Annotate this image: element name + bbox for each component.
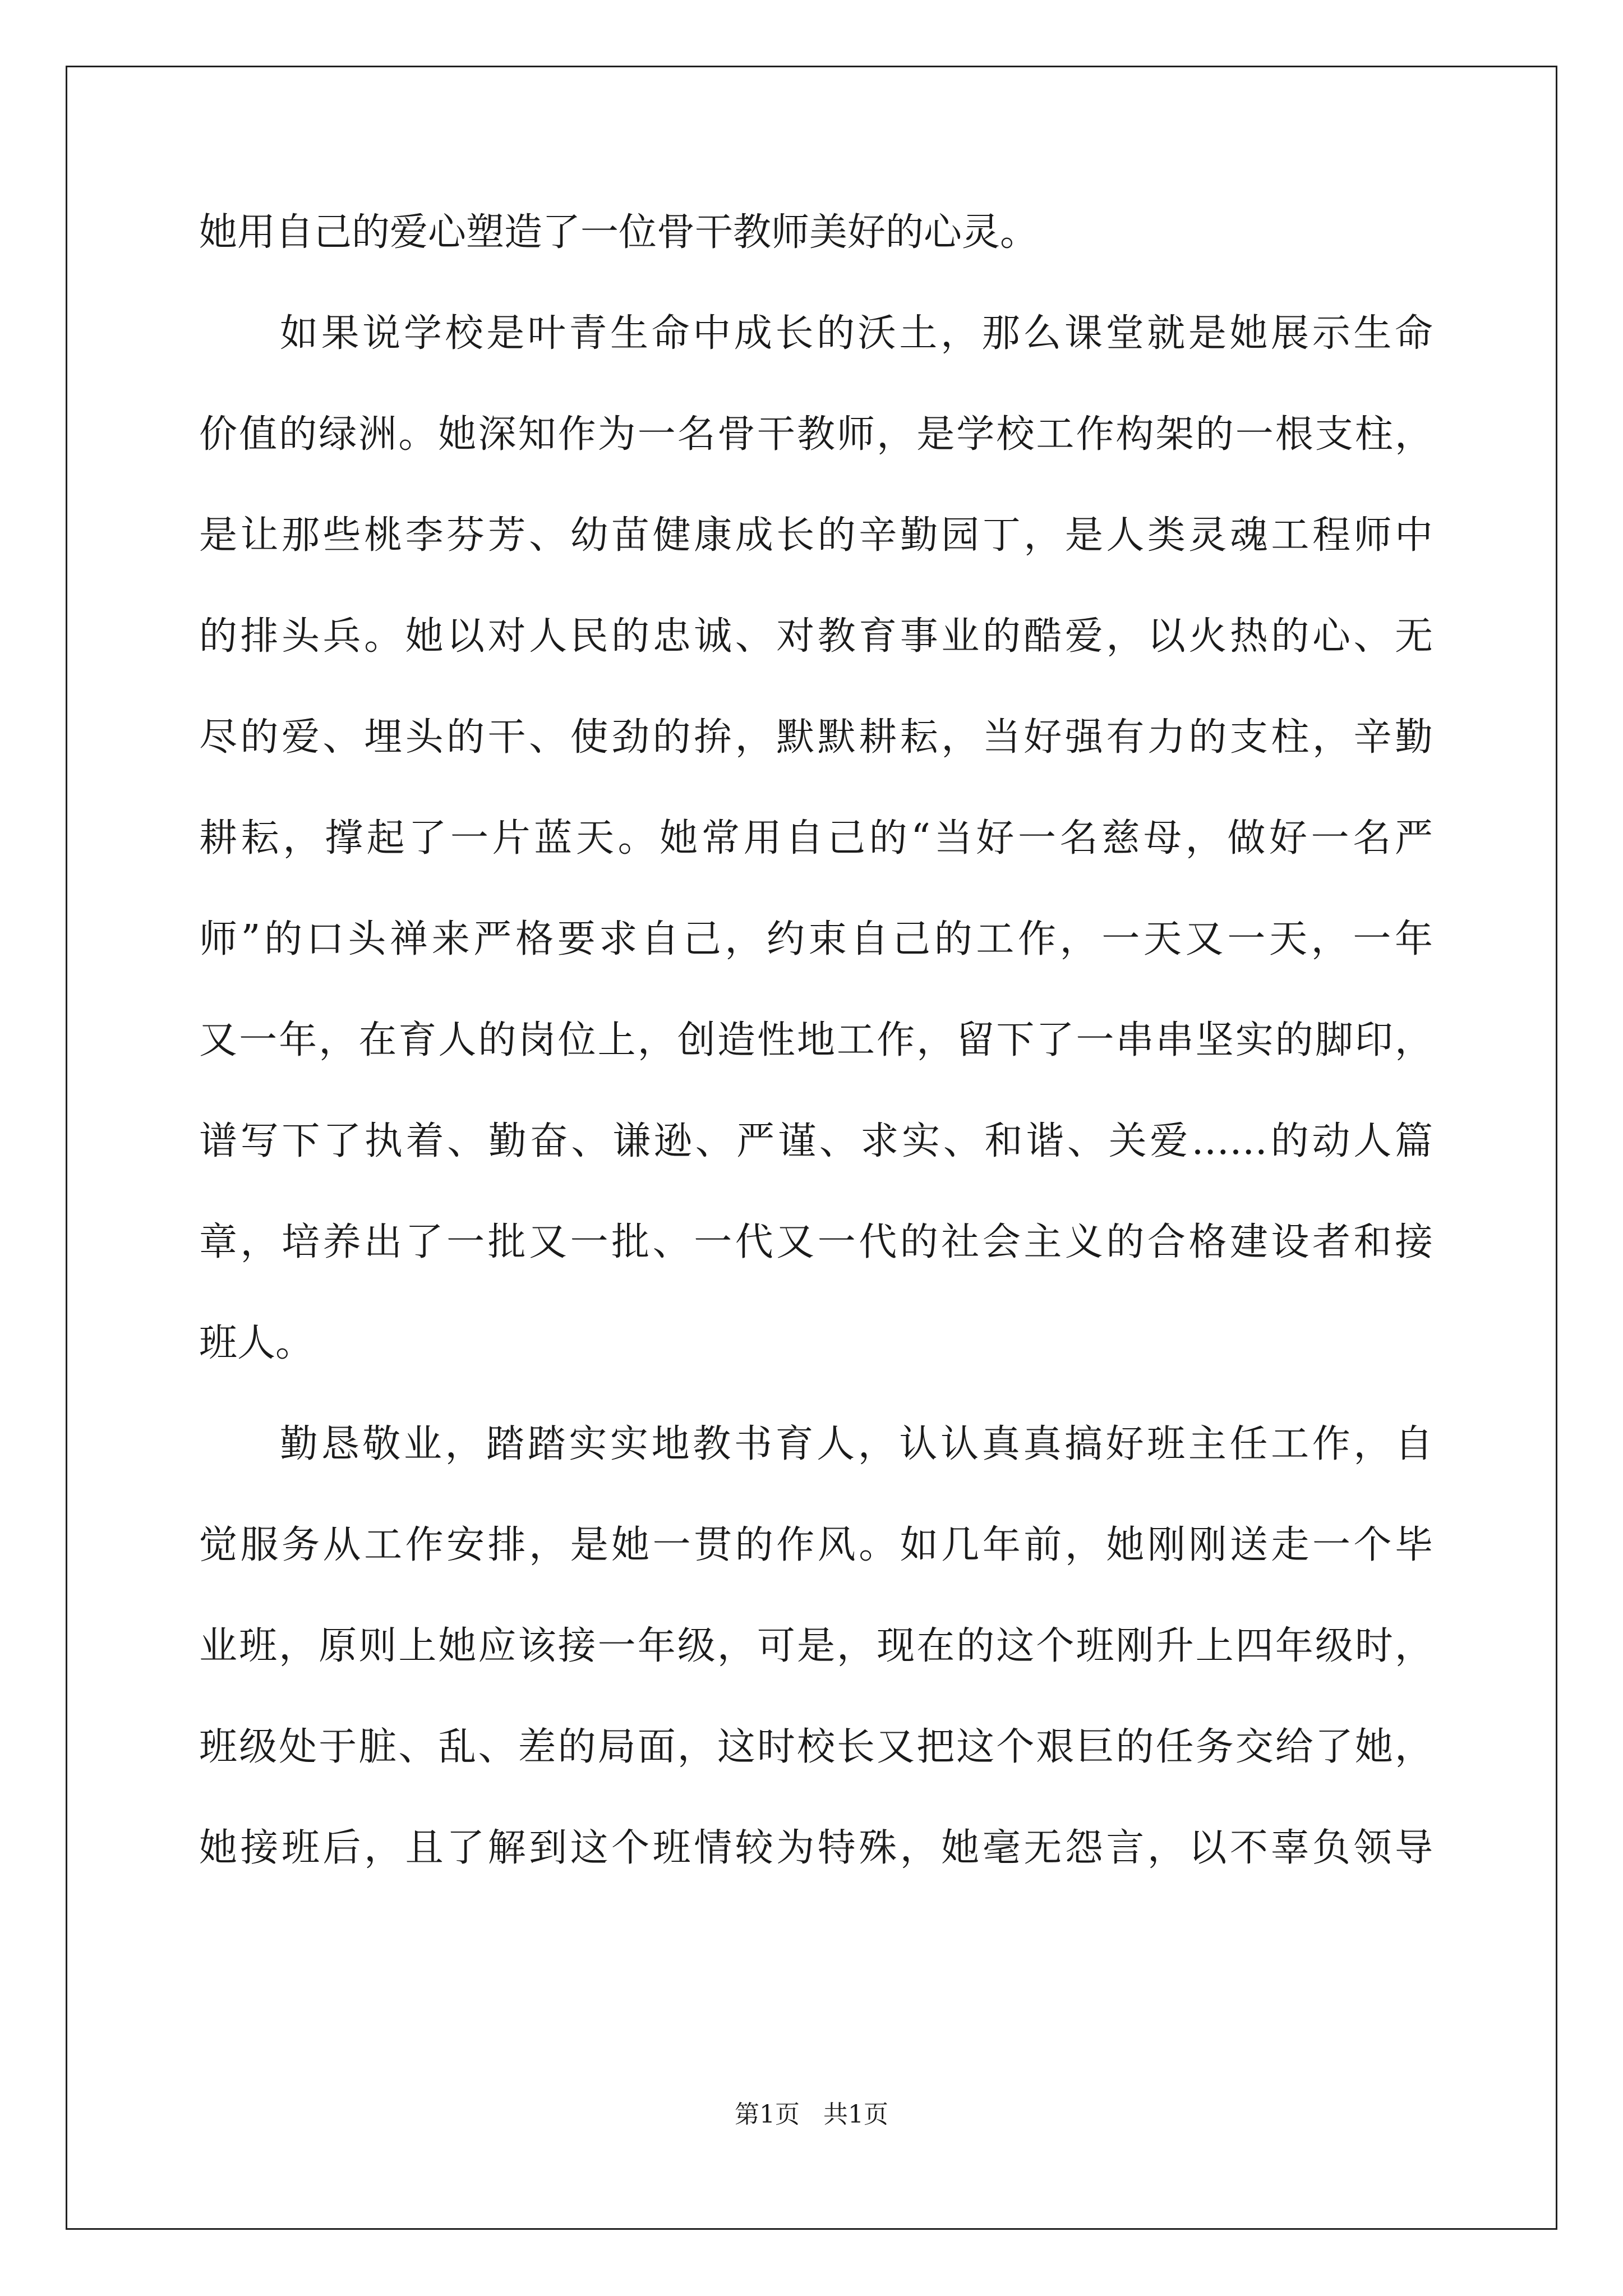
text-line: 又一年，在育人的岗位上，创造性地工作，留下了一串串坚实的脚印，	[199, 1018, 1433, 1062]
text-line: 谱写下了执着、勤奋、谦逊、严谨、求实、和谐、关爱……的动人篇	[199, 1119, 1433, 1163]
text-line: 班人。	[199, 1321, 314, 1365]
text-line: 是让那些桃李芬芳、幼苗健康成长的辛勤园丁，是人类灵魂工程师中	[199, 513, 1433, 558]
text-line: 师”的口头禅来严格要求自己，约束自己的工作，一天又一天，一年	[199, 917, 1433, 961]
paragraph-start-line: 勤恳敬业，踏踏实实地教书育人，认认真真搞好班主任工作，自	[280, 1422, 1433, 1466]
text-line: 她接班后，且了解到这个班情较为特殊，她毫无怨言，以不辜负领导	[199, 1826, 1433, 1870]
text-line: 章，培养出了一批又一批、一代又一代的社会主义的合格建设者和接	[199, 1220, 1433, 1264]
page-number-footer: 第1页 共1页	[735, 2100, 888, 2129]
text-line: 价值的绿洲。她深知作为一名骨干教师，是学校工作构架的一根支柱，	[199, 412, 1433, 457]
paragraph-start-line: 如果说学校是叶青生命中成长的沃土，那么课堂就是她展示生命	[280, 311, 1433, 356]
text-line: 班级处于脏、乱、差的局面，这时校长又把这个艰巨的任务交给了她，	[199, 1725, 1433, 1769]
text-line: 的排头兵。她以对人民的忠诚、对教育事业的酷爱，以火热的心、无	[199, 614, 1433, 659]
text-line: 耕耘，撑起了一片蓝天。她常用自己的“当好一名慈母，做好一名严	[199, 816, 1433, 861]
text-line: 尽的爱、埋头的干、使劲的拚，默默耕耘，当好强有力的支柱，辛勤	[199, 715, 1433, 760]
text-line: 她用自己的爱心塑造了一位骨干教师美好的心灵。	[199, 210, 1039, 255]
text-line: 业班，原则上她应该接一年级，可是，现在的这个班刚升上四年级时，	[199, 1624, 1433, 1668]
text-line: 觉服务从工作安排，是她一贯的作风。如几年前，她刚刚送走一个毕	[199, 1523, 1433, 1567]
